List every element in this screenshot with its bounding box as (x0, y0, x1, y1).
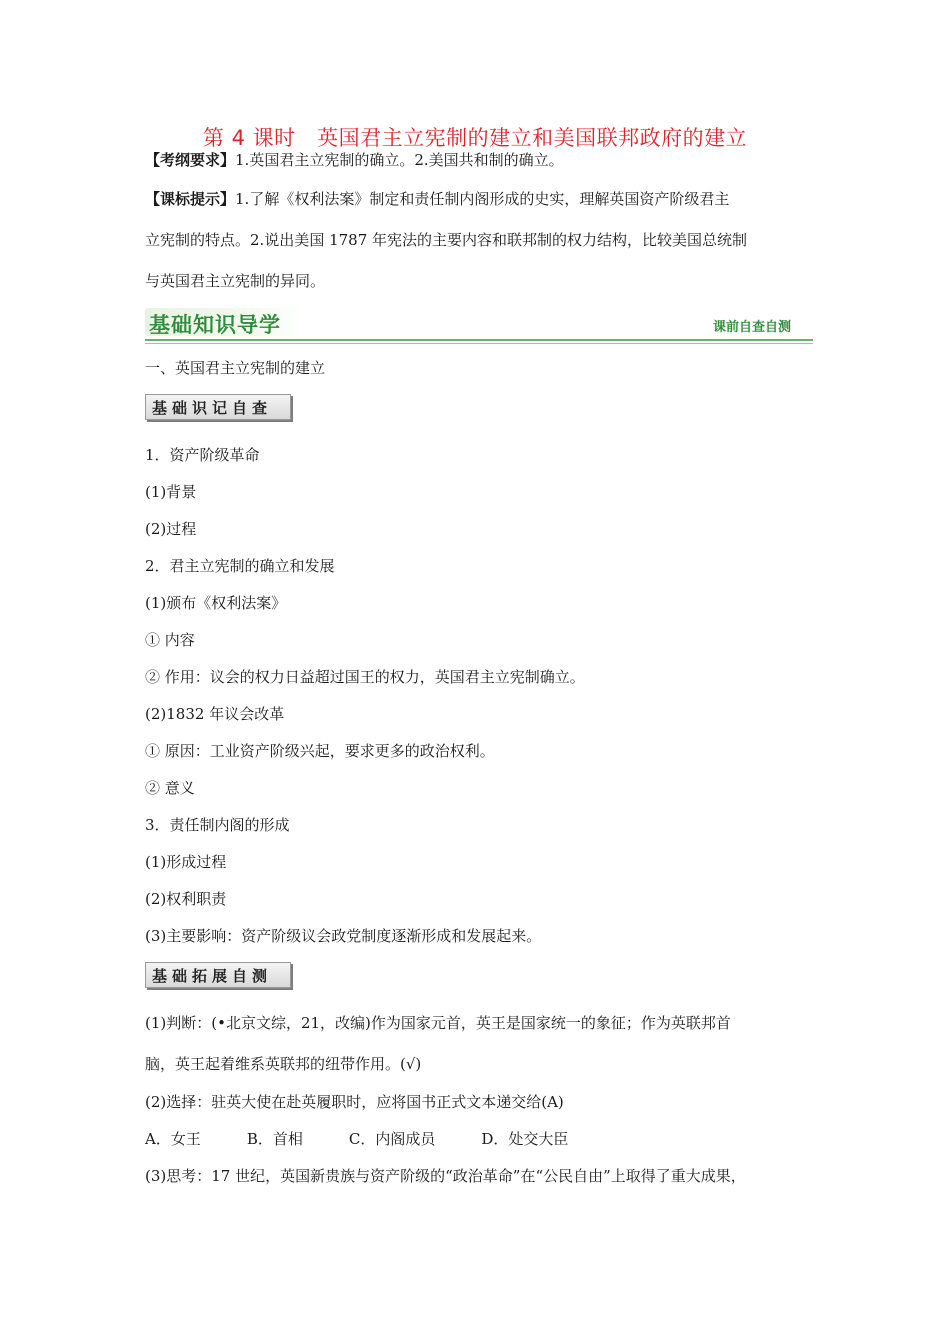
kaogang-label: 【考纲要求】 (145, 151, 236, 169)
kebiao-text-1: 1.了解《权利法案》制定和责任制内阁形成的史实，理解英国资产阶级君主 (235, 190, 730, 208)
option-a: A．女王 (145, 1130, 201, 1148)
section-banner (145, 308, 813, 344)
tag-basic-extension (145, 962, 291, 988)
list-item: ① 内容 (145, 631, 195, 649)
tag-basic-recall-text: 基础识记自查 (152, 399, 273, 417)
list-item: (3)主要影响：资产阶级议会政党制度逐渐形成和发展起来。 (145, 927, 542, 945)
list-item: (2)1832 年议会改革 (145, 705, 285, 723)
list-item: (1)背景 (145, 483, 197, 501)
question-1-line-1: (1)判断：(•北京文综，21，改编)作为国家元首，英王是国家统一的象征；作为英联邦首 (145, 1014, 731, 1032)
list-item: 1．资产阶级革命 (145, 446, 260, 464)
kebiao-label: 【课标提示】 (145, 190, 236, 208)
banner-sub-text: 课前自查自测 (712, 320, 791, 335)
question-1-line-2: 脑，英王起着维系英联邦的纽带作用。(√) (145, 1055, 422, 1073)
banner-rule (145, 339, 813, 341)
kaogang-text: 1.英国君主立宪制的确立。2.美国共和制的确立。 (235, 151, 564, 169)
list-item: 3．责任制内阁的形成 (145, 816, 290, 834)
kebiao-line-2: 立宪制的特点。2.说出美国 1787 年宪法的主要内容和联邦制的权力结构，比较美国总统制 (145, 231, 748, 249)
question-2-stem: (2)选择：驻英大使在赴英履职时，应将国书正式文本递交给(A) (145, 1093, 564, 1111)
option-c: C．内阁成员 (348, 1130, 436, 1148)
list-item: (2)过程 (145, 520, 197, 538)
page-title: 第 4 课时 英国君主立宪制的建立和美国联邦政府的建立 (202, 126, 748, 150)
tag-basic-recall (145, 394, 291, 420)
banner-main (145, 308, 305, 336)
option-b: B．首相 (246, 1130, 303, 1148)
list-item: ① 原因：工业资产阶级兴起，要求更多的政治权利。 (145, 742, 495, 760)
kebiao-line-1 (145, 189, 729, 209)
kebiao-line-3: 与英国君主立宪制的异同。 (145, 272, 326, 290)
list-item: ② 意义 (145, 779, 195, 797)
banner-main-text: 基础知识导学 (149, 313, 281, 337)
tag-basic-extension-text: 基础拓展自测 (152, 967, 273, 985)
option-d: D．处交大臣 (481, 1130, 569, 1148)
list-item: (2)权利职责 (145, 890, 227, 908)
list-item: 2．君主立宪制的确立和发展 (145, 557, 335, 575)
list-item: (1)颁布《权利法案》 (145, 594, 287, 612)
section-heading-1: 一、英国君主立宪制的建立 (145, 359, 326, 377)
list-item: ② 作用：议会的权力日益超过国王的权力，英国君主立宪制确立。 (145, 668, 585, 686)
question-3-line-1: (3)思考：17 世纪，英国新贵族与资产阶级的“政治革命”在“公民自由”上取得了重大成果， (145, 1167, 746, 1185)
question-2-options (145, 1129, 614, 1149)
banner-rule-thin (145, 343, 813, 344)
list-item: (1)形成过程 (145, 853, 227, 871)
kaogang-line (145, 150, 564, 170)
